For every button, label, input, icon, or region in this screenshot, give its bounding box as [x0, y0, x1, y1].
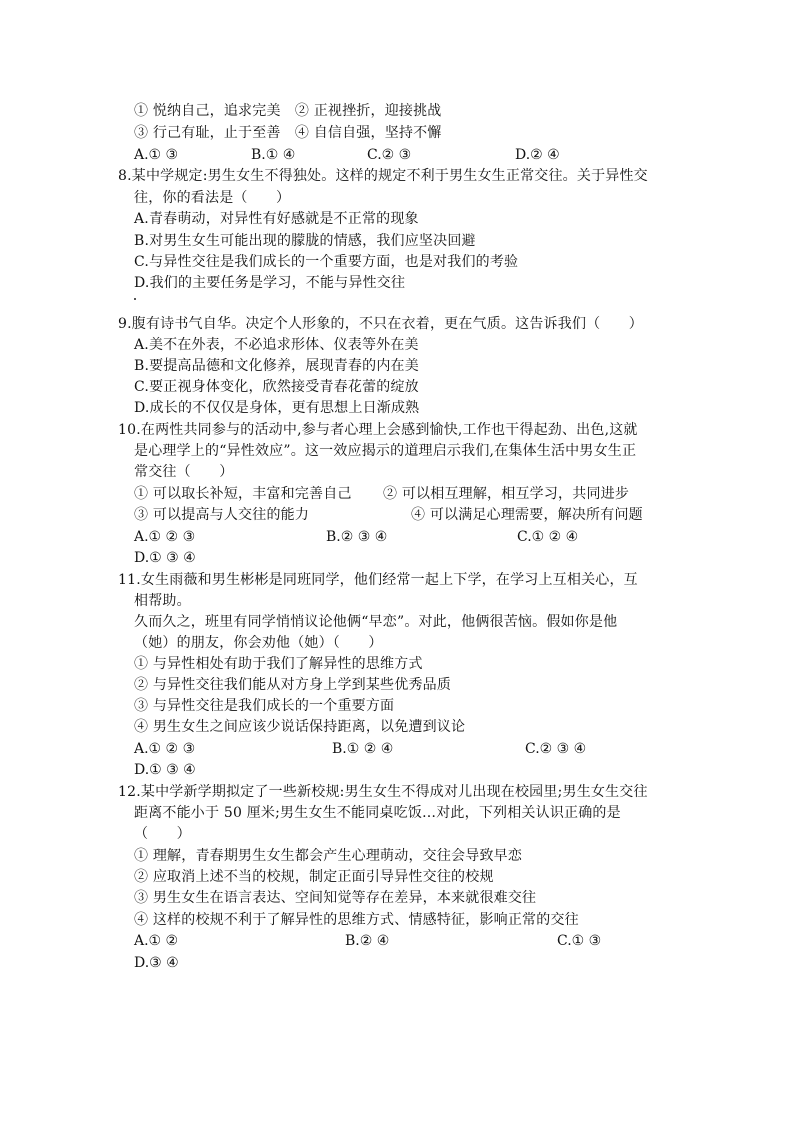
q12-statement-4: ④ 这样的校规不利于了解异性的思维方式、情感特征，影响正常的交往 [134, 912, 579, 928]
q12-choice-b: B.② ④ [345, 933, 390, 949]
q8-stem-line-2: 往，你的看法是（ ） [134, 190, 291, 206]
q11-choice-d: D.① ③ ④ [134, 762, 196, 778]
q10-stem-line-1: 10.在两性共同参与的活动中,参与者心理上会感到愉快,工作也干得起劲、出色,这就 [118, 422, 638, 438]
q8-stem-line-1: 8.某中学规定:男生女生不得独处。这样的规定不利于男生女生正常交往。关于异性交 [118, 168, 648, 184]
q12-stem-line-1: 12.某中学新学期拟定了一些新校规:男生女生不得成对儿出现在校园里;男生女生交往 [118, 784, 648, 800]
q11-stem-line-4: （她）的朋友，你会劝他（她）（ ） [134, 635, 383, 651]
q10-statement-4: ④ 可以满足心理需要，解决所有问题 [411, 507, 643, 523]
q12-statement-1: ① 理解，青春期男生女生都会产生心理萌动，交往会导致早恋 [134, 848, 523, 864]
q10-statement-2: ② 可以相互理解，相互学习，共同进步 [383, 486, 630, 502]
q10-choice-c: C.① ② ④ [517, 529, 579, 545]
q10-choice-b: B.② ③ ④ [326, 529, 388, 545]
q7-option-line-2: ③ 行己有耻，止于至善 ④ 自信自强，坚持不懈 [134, 125, 442, 141]
q8-option-c: C.与异性交往是我们成长的一个重要方面，也是对我们的考验 [134, 254, 519, 270]
q9-option-d: D.成长的不仅仅是身体，更有思想上日渐成熟 [134, 400, 420, 416]
q11-choice-b: B.① ② ④ [332, 741, 394, 757]
q7-choice-d: D.② ④ [515, 147, 560, 163]
q10-statement-1: ① 可以取长补短，丰富和完善自己 [134, 486, 352, 502]
q12-choice-c: C.① ③ [557, 933, 602, 949]
q10-stem-line-3: 常交往（ ） [134, 464, 234, 480]
q11-stem-line-3: 久而久之，班里有同学悄悄议论他俩“早恋”。对此，他俩很苦恼。假如你是他 [134, 614, 618, 630]
q12-choice-a: A.① ② [134, 933, 179, 949]
q7-choice-c: C.② ③ [367, 147, 412, 163]
scan-speck [134, 298, 136, 300]
q12-stem-line-3: （ ） [134, 826, 191, 842]
q9-option-c: C.要正视身体变化，欣然接受青春花蕾的绽放 [134, 379, 419, 395]
q11-statement-3: ③ 与异性交往是我们成长的一个重要方面 [134, 698, 395, 714]
q7-choice-a: A.① ③ [134, 147, 179, 163]
q11-choice-c: C.② ③ ④ [525, 741, 587, 757]
q8-option-b: B.对男生女生可能出现的朦胧的情感，我们应坚决回避 [134, 233, 476, 249]
q10-stem-line-2: 是心理学上的“异性效应”。这一效应揭示的道理启示我们,在集体生活中男女生正 [134, 443, 637, 459]
q7-option-line-1: ① 悦纳自己，追求完美 ② 正视挫折，迎接挑战 [134, 103, 442, 119]
q11-statement-1: ① 与异性相处有助于我们了解异性的思维方式 [134, 656, 423, 672]
q12-stem-line-2: 距离不能小于 50 厘米;男生女生不能同桌吃饭…对此，下列相关认识正确的是 [134, 805, 621, 821]
q12-choice-d: D.③ ④ [134, 955, 179, 971]
q9-option-b: B.要提高品德和文化修养，展现青春的内在美 [134, 358, 419, 374]
q11-statement-2: ② 与异性交往我们能从对方身上学到某些优秀品质 [134, 677, 452, 693]
q8-option-a: A.青春萌动，对异性有好感就是不正常的现象 [134, 211, 419, 227]
q10-choice-a: A.① ② ③ [134, 529, 196, 545]
q11-stem-line-1: 11.女生雨薇和男生彬彬是同班同学，他们经常一起上下学，在学习上互相关心，互 [118, 572, 638, 588]
q12-statement-3: ③ 男生女生在语言表达、空间知觉等存在差异，本来就很难交往 [134, 890, 537, 906]
q11-statement-4: ④ 男生女生之间应该少说话保持距离，以免遭到议论 [134, 719, 466, 735]
q11-choice-a: A.① ② ③ [134, 741, 196, 757]
q10-choice-d: D.① ③ ④ [134, 550, 196, 566]
q8-option-d: D.我们的主要任务是学习，不能与异性交往 [134, 275, 406, 291]
q10-statement-3: ③ 可以提高与人交往的能力 [134, 507, 310, 523]
q11-stem-line-2: 相帮助。 [134, 593, 191, 609]
q12-statement-2: ② 应取消上述不当的校规，制定正面引导异性交往的校规 [134, 869, 494, 885]
q7-choice-b: B.① ④ [251, 147, 296, 163]
q9-option-a: A.美不在外表，不必追求形体、仪表等外在美 [134, 337, 419, 353]
q9-stem: 9.腹有诗书气自华。决定个人形象的，不只在衣着，更在气质。这告诉我们（ ） [118, 316, 643, 332]
